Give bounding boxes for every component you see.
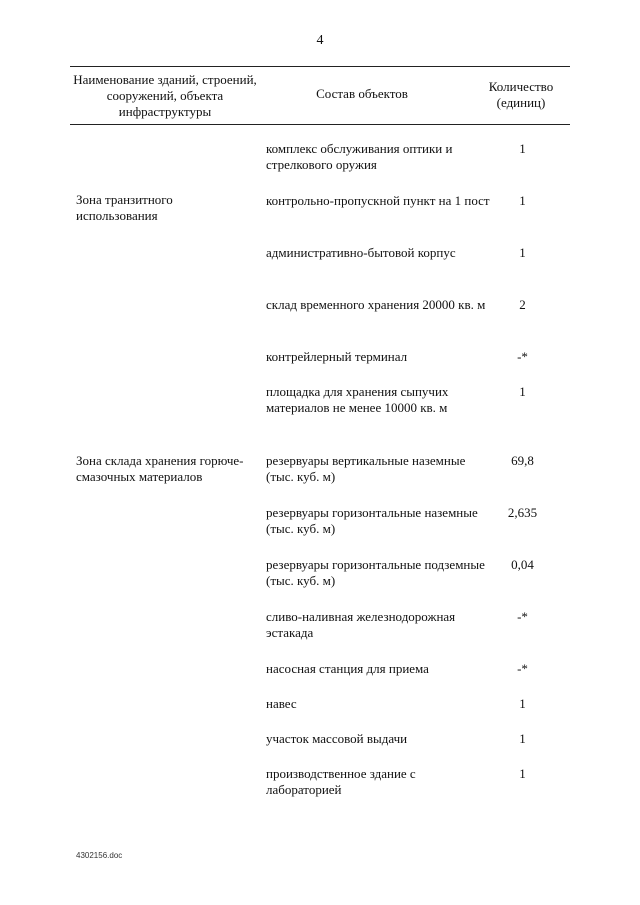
object-cell: насосная станция для приема bbox=[266, 661, 429, 676]
quantity-cell: 1 bbox=[519, 245, 526, 260]
header-name: Наименование зданий, строений, сооружений, объекта инфраструктуры bbox=[73, 72, 257, 119]
object-cell: резервуары вертикальные наземные (тыс. куб. м) bbox=[266, 453, 466, 484]
header-quantity: Количество (единиц) bbox=[488, 79, 554, 110]
page-number: 4 bbox=[316, 33, 324, 48]
quantity-cell: 1 bbox=[519, 384, 526, 399]
table-top-rule bbox=[70, 66, 570, 67]
document-footer: 4302156.doc bbox=[76, 851, 123, 860]
object-cell: навес bbox=[266, 696, 297, 711]
object-cell: площадка для хранения сыпучих материалов не менее 10000 кв. м bbox=[266, 384, 449, 415]
zone-transit: Зона транзитного использования bbox=[76, 192, 173, 223]
quantity-cell: 1 bbox=[519, 731, 526, 746]
object-cell: комплекс обслуживания оптики и стрелкового оружия bbox=[266, 141, 453, 172]
quantity-cell: -* bbox=[517, 661, 528, 676]
quantity-cell: 2,635 bbox=[507, 505, 538, 520]
quantity-cell: 1 bbox=[519, 141, 526, 156]
object-cell: резервуары горизонтальные подземные (тыс. куб. м) bbox=[266, 557, 485, 588]
object-cell: склад временного хранения 20000 кв. м bbox=[266, 297, 486, 312]
object-cell: административно-бытовой корпус bbox=[266, 245, 456, 260]
quantity-cell: 0,04 bbox=[511, 557, 534, 572]
object-cell: участок массовой выдачи bbox=[266, 731, 408, 746]
quantity-cell: 1 bbox=[519, 193, 526, 208]
quantity-cell: 1 bbox=[519, 696, 526, 711]
object-cell: контрейлерный терминал bbox=[266, 349, 408, 364]
header-composition: Состав объектов bbox=[316, 86, 408, 101]
object-cell: контрольно-пропускной пункт на 1 пост bbox=[266, 193, 490, 208]
table-header-rule bbox=[70, 124, 570, 125]
object-cell: резервуары горизонтальные наземные (тыс. куб. м) bbox=[266, 505, 478, 536]
quantity-cell: 69,8 bbox=[511, 453, 534, 468]
quantity-cell: -* bbox=[517, 609, 528, 624]
quantity-cell: 1 bbox=[519, 766, 526, 781]
quantity-cell: 2 bbox=[519, 297, 526, 312]
object-cell: производственное здание с лабораторией bbox=[266, 766, 416, 797]
zone-fuel-storage: Зона склада хранения горюче-смазочных материалов bbox=[76, 453, 244, 484]
object-cell: сливо-наливная железнодорожная эстакада bbox=[266, 609, 456, 640]
quantity-cell: -* bbox=[517, 349, 528, 364]
